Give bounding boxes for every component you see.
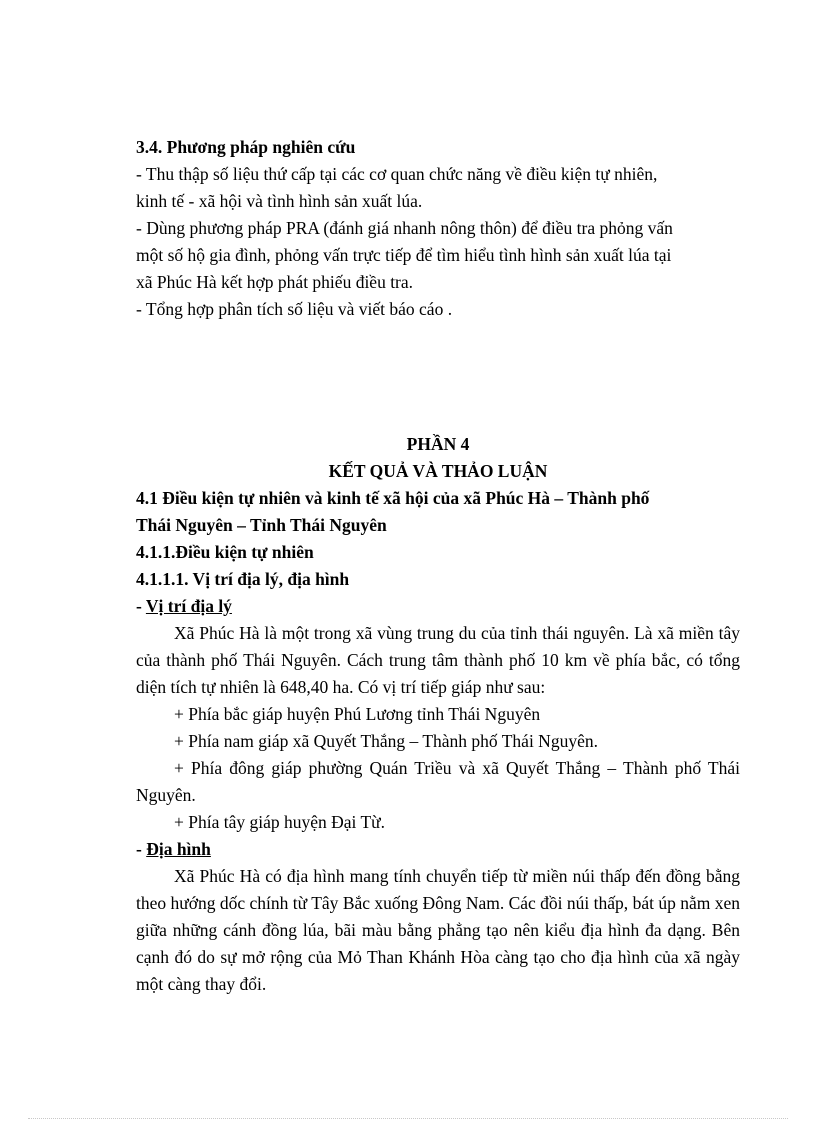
border-south: + Phía nam giáp xã Quyết Thắng – Thành phố Thái Nguyên.	[174, 731, 598, 751]
section-4-1-1-1-heading: 4.1.1.1. Vị trí địa lý, địa hình	[136, 569, 350, 589]
method-line-1: - Thu thập số liệu thứ cấp tại các cơ quan chức năng về điều kiện tự nhiên,	[136, 164, 658, 184]
border-east: + Phía đông giáp phường Quán Triều và xã Quyết Thắng – Thành phố Thái Nguyên.	[136, 758, 740, 805]
page-bottom-divider	[28, 1118, 788, 1119]
page-content	[136, 134, 740, 998]
section-4-1-heading-line-1: 4.1 Điều kiện tự nhiên và kinh tế xã hội của xã Phúc Hà – Thành phố	[136, 488, 650, 508]
part-4-label: PHẦN 4	[406, 434, 470, 454]
part-4-title: KẾT QUẢ VÀ THẢO LUẬN	[328, 461, 548, 481]
method-line-2: kinh tế - xã hội và tình hình sản xuất lúa.	[136, 191, 423, 211]
terrain-dash: -	[136, 839, 147, 859]
method-line-4: một số hộ gia đình, phỏng vấn trực tiếp để tìm hiểu tình hình sản xuất lúa tại	[136, 245, 672, 265]
terrain-paragraph: Xã Phúc Hà có địa hình mang tính chuyển tiếp từ miền núi thấp đến đồng bằng theo hướng dốc chính từ Tây Bắc xuống Đông Nam. Các đồi núi thấp, bát úp nằm xen giữa những cánh đồng lúa, bãi màu bằng phẳng tạo nên kiểu địa hình đa dạng. Bên cạnh đó do sự mở rộng của Mỏ Than Khánh Hòa càng tạo cho địa hình của xã ngày một càng thay đổi.	[136, 866, 740, 994]
border-west: + Phía tây giáp huyện Đại Từ.	[174, 812, 386, 832]
location-title: Vị trí địa lý	[145, 596, 232, 616]
section-3-4-heading: 3.4. Phương pháp nghiên cứu	[136, 137, 356, 157]
terrain-subheading	[136, 836, 740, 863]
section-4-1-heading-line-2: Thái Nguyên – Tỉnh Thái Nguyên	[136, 515, 387, 535]
location-dash: -	[136, 596, 146, 616]
location-subheading	[136, 593, 740, 620]
method-line-5: xã Phúc Hà kết hợp phát phiếu điều tra.	[136, 272, 414, 292]
method-line-3: - Dùng phương pháp PRA (đánh giá nhanh nông thôn) để điều tra phỏng vấn	[136, 218, 673, 238]
terrain-title: Địa hình	[146, 839, 211, 859]
section-gap	[136, 323, 740, 431]
method-line-6: - Tổng hợp phân tích số liệu và viết báo cáo .	[136, 299, 453, 319]
border-north: + Phía bắc giáp huyện Phú Lương tỉnh Thái Nguyên	[174, 704, 541, 724]
location-paragraph: Xã Phúc Hà là một trong xã vùng trung du của tỉnh thái nguyên. Là xã miền tây của thành phố Thái Nguyên. Cách trung tâm thành phố 10 km về phía bắc, có tổng diện tích tự nhiên là 648,40 ha. Có vị trí tiếp giáp như sau:	[136, 623, 740, 697]
section-4-1-1-heading: 4.1.1.Điều kiện tự nhiên	[136, 542, 314, 562]
